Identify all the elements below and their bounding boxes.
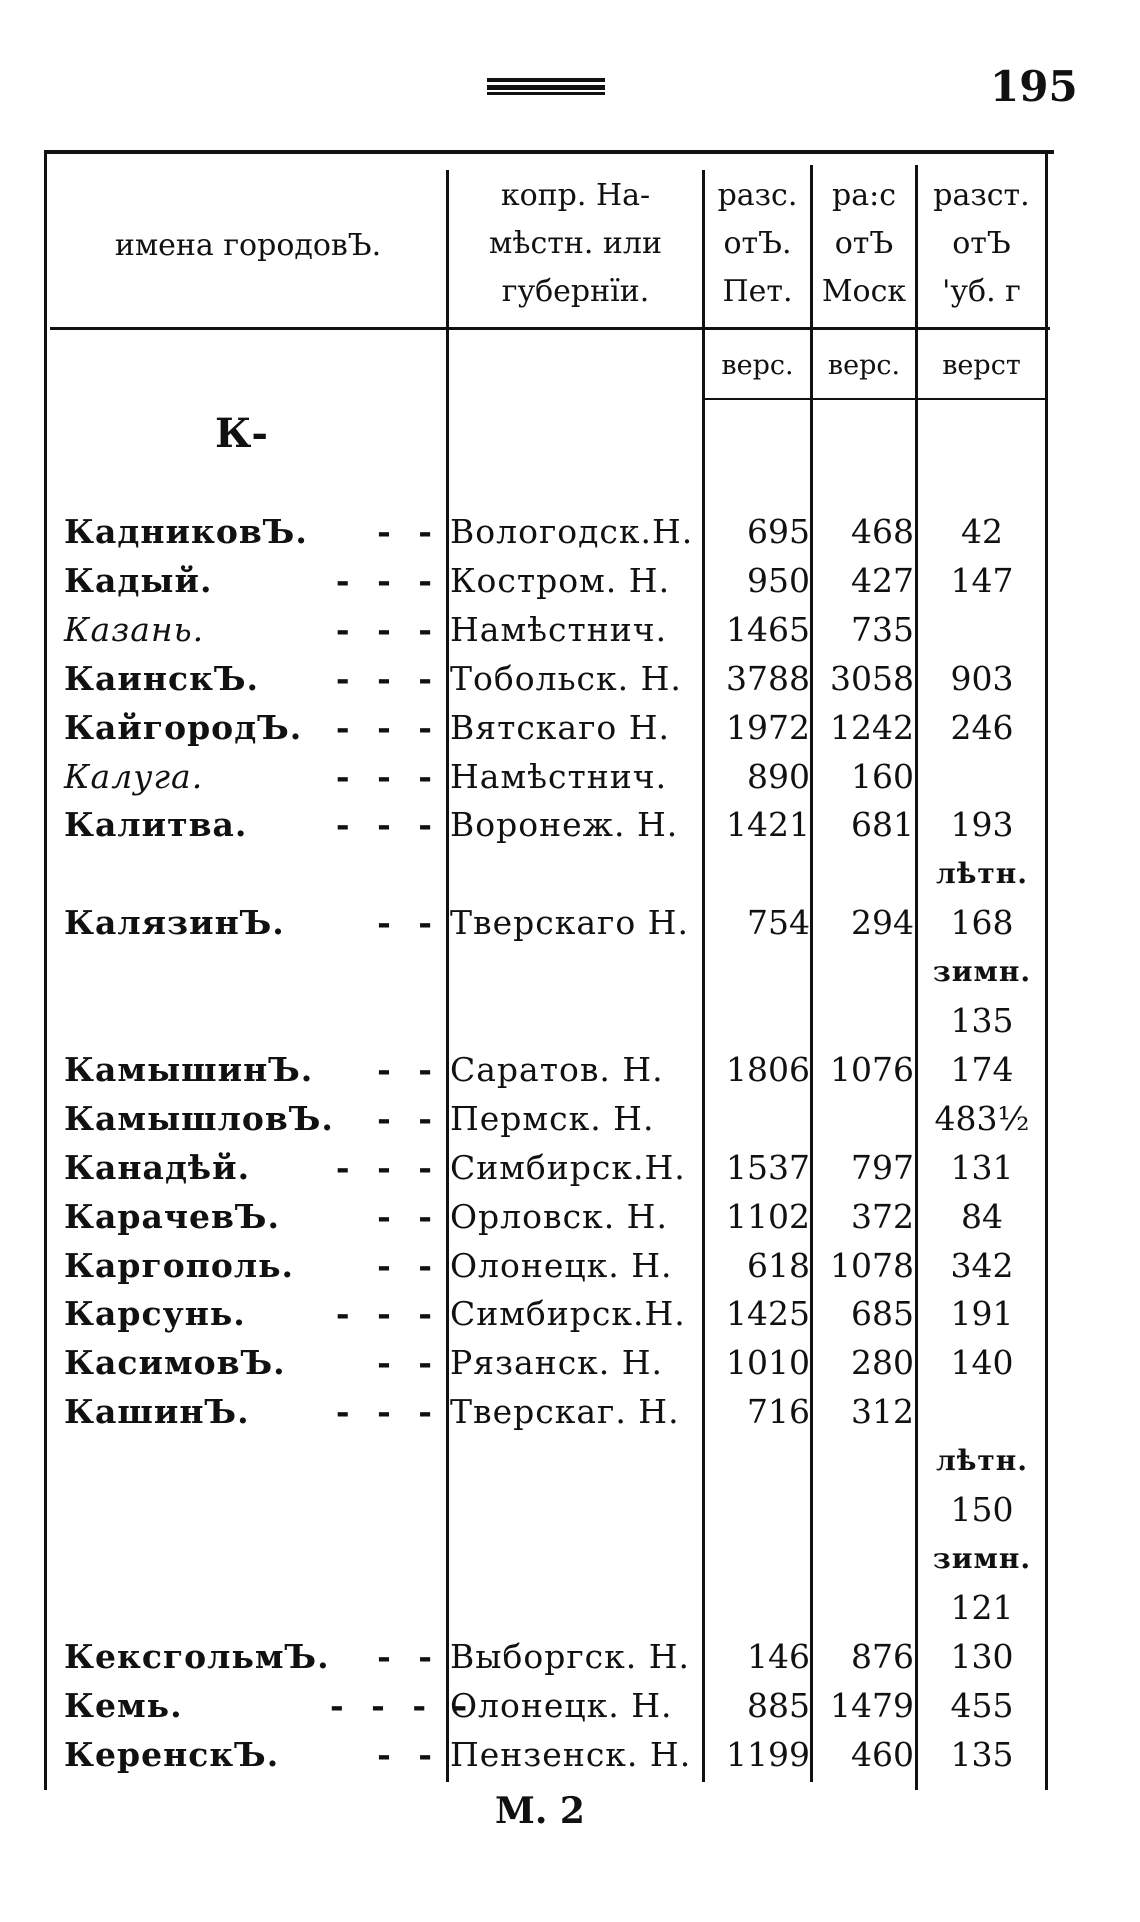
table-row (0, 899, 1140, 947)
city-name: Казань. (64, 609, 205, 649)
leader-dashes: - - - (335, 1147, 440, 1187)
table-row (0, 753, 1140, 801)
page-number: 195 (990, 62, 1078, 111)
city-name: Кадый. (64, 560, 213, 600)
province-cell: Саратов. Н. (450, 1049, 664, 1089)
leader-dashes: - - - (335, 658, 440, 698)
signature-mark: M. 2 (495, 1790, 585, 1832)
distance-governorate: 140 (950, 1343, 1014, 1383)
distance-petersburg (706, 850, 812, 898)
distance-moscow: 312 (851, 1392, 914, 1432)
leader-dashes: - - (377, 1734, 440, 1774)
leader-dashes: - - - (335, 756, 440, 796)
distance-governorate: 150 (950, 1490, 1014, 1529)
table-row (0, 1242, 1140, 1290)
distance-governorate: лѣтн. (935, 857, 1029, 891)
distance-petersburg: 716 (747, 1392, 810, 1432)
city-name: КеренскЪ. (64, 1734, 280, 1774)
table-row (0, 1731, 1140, 1779)
distance-moscow: 681 (851, 805, 914, 845)
distance-moscow: 3058 (830, 658, 914, 698)
table-row (0, 1633, 1140, 1681)
province-cell: Вологодск.Н. (450, 512, 694, 551)
city-name: КарачевЪ. (64, 1196, 280, 1236)
distance-moscow: 1479 (830, 1685, 914, 1725)
distance-petersburg: 890 (747, 756, 810, 796)
leader-dashes: - - - (335, 707, 440, 747)
leader-dashes (330, 1486, 440, 1534)
distance-governorate: лѣтн. (935, 1444, 1029, 1478)
leader-dashes: - - - (335, 609, 440, 649)
distance-governorate: 131 (950, 1147, 1014, 1187)
city-name: КаинскЪ. (64, 658, 260, 698)
province-cell: Воронеж. Н. (450, 805, 679, 845)
leader-dashes: - - (377, 903, 440, 943)
city-name: КайгородЪ. (64, 707, 303, 747)
table-row (0, 850, 1140, 898)
leader-dashes (330, 1584, 440, 1632)
leader-dashes: - - (377, 1049, 440, 1089)
distance-moscow: 1076 (830, 1049, 914, 1089)
province-cell: Орловск. Н. (450, 1196, 668, 1236)
table-row (0, 948, 1140, 996)
distance-moscow (814, 1584, 916, 1632)
section-letter: К- (215, 410, 268, 457)
distance-governorate (922, 606, 1042, 654)
distance-governorate: 483½ (934, 1098, 1030, 1138)
province-cell: Тверскаг. Н. (450, 1392, 680, 1432)
distance-governorate (922, 1388, 1042, 1436)
distance-moscow (814, 1437, 916, 1485)
city-name: Карсунь. (64, 1294, 246, 1334)
distance-moscow (814, 1095, 916, 1143)
province-cell: Симбирск.Н. (450, 1147, 686, 1187)
province-cell (450, 1486, 704, 1534)
table-row (0, 1388, 1140, 1436)
table-row (0, 1095, 1140, 1143)
table-row (0, 557, 1140, 605)
table-row (0, 997, 1140, 1045)
province-cell (450, 997, 704, 1045)
city-name (64, 948, 374, 996)
table-row (0, 1486, 1140, 1534)
city-name: КамышловЪ. (64, 1098, 334, 1138)
leader-dashes: - - (377, 1343, 440, 1383)
distance-governorate: 130 (950, 1636, 1014, 1676)
distance-petersburg: 146 (747, 1636, 810, 1676)
leader-dashes: - - (377, 1245, 440, 1285)
city-name (64, 1535, 374, 1583)
distance-governorate: зимн. (932, 1541, 1032, 1575)
unit-moscow: верс. (827, 350, 901, 381)
header-ornament (487, 78, 605, 96)
distance-petersburg: 1421 (726, 805, 810, 845)
city-name: Калитва. (64, 805, 248, 845)
distance-moscow (814, 850, 916, 898)
header-city-names: имена городовЪ. (114, 228, 382, 263)
table-row (0, 1682, 1140, 1730)
table-row (0, 1046, 1140, 1094)
unit-governorate: верст (942, 350, 1021, 381)
distance-petersburg: 3788 (726, 658, 810, 698)
distance-petersburg: 1199 (726, 1734, 810, 1774)
table-row (0, 1437, 1140, 1485)
distance-governorate: 455 (950, 1685, 1014, 1725)
distance-governorate: 147 (950, 560, 1014, 600)
leader-dashes: - - - (335, 1392, 440, 1432)
distance-moscow: 280 (851, 1343, 914, 1383)
distance-governorate: 903 (950, 658, 1014, 698)
distance-moscow: 160 (851, 756, 914, 796)
province-cell (450, 1535, 704, 1583)
distance-moscow: 797 (851, 1147, 914, 1187)
header-province: копр. На- мѣстн. или губернїи. (489, 178, 662, 309)
city-name: Калуга. (64, 756, 204, 796)
distance-petersburg: 695 (747, 512, 810, 551)
distance-moscow: 876 (851, 1636, 914, 1676)
distance-moscow: 427 (851, 560, 914, 600)
header-bottom-rule (50, 327, 1050, 330)
distance-petersburg (706, 1486, 812, 1534)
leader-dashes (330, 1437, 440, 1485)
province-cell: Тобольск. Н. (450, 658, 682, 698)
distance-governorate: 193 (950, 805, 1014, 845)
city-name (64, 1486, 374, 1534)
distance-petersburg (706, 1437, 812, 1485)
distance-moscow: 1078 (830, 1245, 914, 1285)
distance-governorate: 42 (961, 512, 1003, 551)
leader-dashes: - - (377, 1098, 440, 1138)
distance-governorate (922, 753, 1042, 801)
leader-dashes: - - (377, 512, 440, 551)
distance-governorate: 191 (950, 1294, 1014, 1334)
table-row (0, 1193, 1140, 1241)
distance-petersburg (706, 948, 812, 996)
distance-moscow (814, 997, 916, 1045)
distance-petersburg (706, 1535, 812, 1583)
leader-dashes: - - - - (330, 1685, 476, 1725)
table-row (0, 704, 1140, 752)
distance-moscow: 468 (851, 512, 914, 551)
table-row (0, 1290, 1140, 1338)
distance-petersburg (706, 1095, 812, 1143)
province-cell: Пермск. Н. (450, 1098, 655, 1138)
distance-petersburg (706, 1584, 812, 1632)
table-row (0, 1339, 1140, 1387)
distance-governorate: 135 (950, 1001, 1014, 1040)
city-name: КадниковЪ. (64, 512, 308, 551)
leader-dashes: - - - (335, 560, 440, 600)
distance-petersburg: 618 (747, 1245, 810, 1285)
distance-moscow: 1242 (830, 707, 914, 747)
distance-moscow: 294 (851, 903, 914, 943)
distance-governorate: 342 (950, 1245, 1014, 1285)
distance-petersburg: 1537 (726, 1147, 810, 1187)
table-row (0, 1584, 1140, 1632)
table-row (0, 1535, 1140, 1583)
province-cell: Олонецк. Н. (450, 1245, 673, 1285)
header-dist-petersburg: разс. отЪ. Пет. (717, 178, 798, 309)
province-cell (450, 948, 704, 996)
distance-petersburg: 1806 (726, 1049, 810, 1089)
distance-governorate: 168 (950, 903, 1014, 943)
city-name: Канадѣй. (64, 1147, 251, 1187)
distance-governorate: 121 (950, 1587, 1014, 1627)
distance-moscow (814, 948, 916, 996)
city-name (64, 1437, 374, 1485)
province-cell: Пензенск. Н. (450, 1734, 692, 1774)
distance-moscow: 735 (851, 609, 914, 649)
distance-governorate: зимн. (932, 955, 1032, 989)
distance-moscow: 685 (851, 1294, 914, 1334)
city-name: Каргополь. (64, 1245, 295, 1285)
province-cell: Симбирск.Н. (450, 1294, 686, 1334)
distance-petersburg: 950 (747, 560, 810, 600)
distance-moscow: 460 (851, 1734, 914, 1774)
leader-dashes: - - (377, 1196, 440, 1236)
city-name (64, 850, 374, 898)
leader-dashes: - - - (335, 805, 440, 845)
province-cell (450, 1437, 704, 1485)
city-name: КексгольмЪ. (64, 1636, 330, 1676)
table-row (0, 655, 1140, 703)
leader-dashes: - - (377, 1636, 440, 1676)
table-row (0, 508, 1140, 556)
province-cell (450, 850, 704, 898)
leader-dashes: - - - (335, 1294, 440, 1334)
leader-dashes (330, 850, 440, 898)
province-cell: Костром. Н. (450, 560, 671, 600)
distance-moscow: 372 (851, 1196, 914, 1236)
leader-dashes (330, 948, 440, 996)
unit-petersburg: верс. (721, 350, 794, 381)
table-top-rule (44, 150, 1054, 154)
table-row (0, 801, 1140, 849)
distance-petersburg: 1972 (726, 707, 810, 747)
province-cell: Вятскаго Н. (450, 707, 671, 747)
leader-dashes (330, 1535, 440, 1583)
distance-petersburg: 754 (747, 903, 810, 943)
table-row (0, 1144, 1140, 1192)
city-name: Кемь. (64, 1685, 183, 1725)
province-cell: Олонецк. Н. (450, 1685, 673, 1725)
city-name (64, 1584, 374, 1632)
distance-petersburg: 1465 (726, 609, 810, 649)
distance-moscow (814, 1486, 916, 1534)
city-name (64, 997, 374, 1045)
province-cell: Намѣстнич. (450, 756, 668, 796)
city-name: КашинЪ. (64, 1392, 250, 1432)
distance-governorate: 246 (950, 707, 1014, 747)
province-cell: Выборгск. Н. (450, 1636, 691, 1676)
province-cell: Рязанск. Н. (450, 1343, 664, 1383)
leader-dashes (330, 997, 440, 1045)
distance-petersburg (706, 997, 812, 1045)
header-dist-moscow: ра:с отЪ Моск (821, 178, 907, 309)
distance-petersburg: 1102 (726, 1196, 810, 1236)
distance-governorate: 135 (950, 1734, 1014, 1774)
distance-petersburg: 885 (747, 1685, 810, 1725)
table-row (0, 606, 1140, 654)
province-cell: Тверскаго Н. (450, 903, 689, 943)
distance-petersburg: 1010 (726, 1343, 810, 1383)
distance-moscow (814, 1535, 916, 1583)
header-dist-governorate: разст. отЪ 'уб. г (933, 178, 1030, 309)
province-cell: Намѣстнич. (450, 609, 668, 649)
city-name: КалязинЪ. (64, 903, 285, 943)
city-name: КамышинЪ. (64, 1049, 314, 1089)
units-bottom-rule (702, 398, 1047, 400)
city-name: КасимовЪ. (64, 1343, 286, 1383)
distance-petersburg: 1425 (726, 1294, 810, 1334)
province-cell (450, 1584, 704, 1632)
distance-governorate: 174 (950, 1049, 1014, 1089)
distance-governorate: 84 (961, 1196, 1003, 1236)
